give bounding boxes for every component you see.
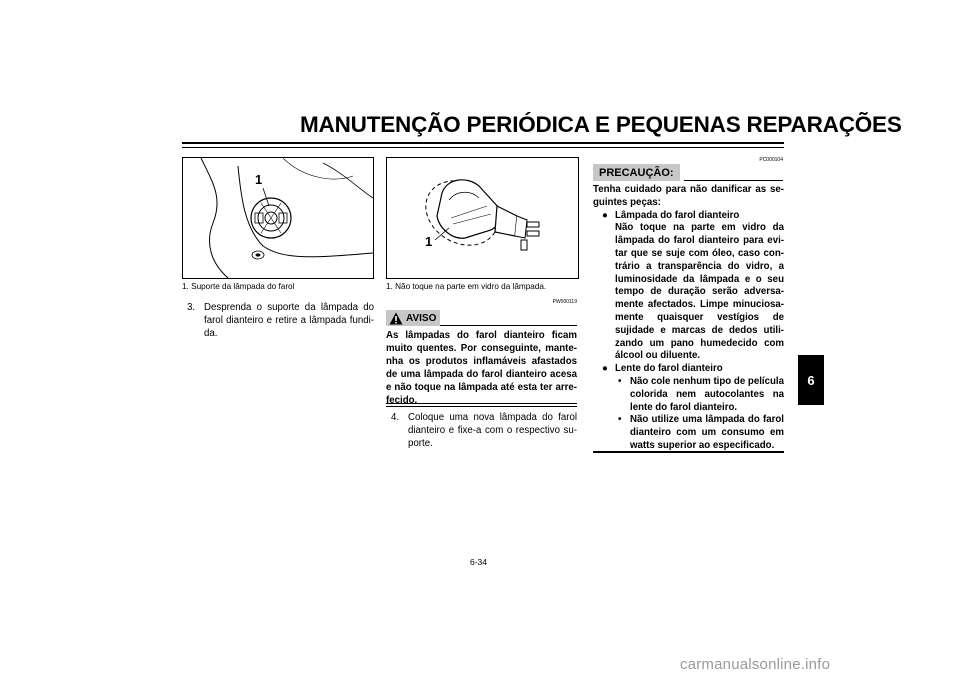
warning-end-rule-2	[386, 406, 577, 407]
bulb-holder-illustration	[183, 158, 373, 278]
caution-intro: Tenha cuidado para não danificar as se- guintes peças:	[593, 184, 784, 208]
figure-headlight-bulb	[386, 157, 579, 279]
page-number: 6-34	[470, 557, 488, 567]
caution-header	[593, 164, 783, 181]
item-text: Não toque na parte em vidro da lâmpada do farol dianteiro para evi- tar que se suje com óleo, caso con- trário a transparência do vidro, a luminosidade da lâmpada e o seu tempo de duração serão adversa- mente afectados. Limpe minuciosa- mente quaisquer vestígios de sujidade e marcas de dedos utili- zando um pano humedecido com álcool ou diluente.	[615, 222, 784, 362]
caution-header-line	[684, 180, 783, 181]
watermark: carmanualsonline.info	[680, 656, 831, 673]
item-title: Lente do farol dianteiro	[615, 363, 723, 375]
item-title: Lâmpada do farol dianteiro	[615, 209, 740, 221]
step-3	[187, 301, 374, 340]
sub-item-text: Não utilize uma lâmpada do farol dianteiro com um consumo em watts superior ao especificado.	[630, 414, 784, 451]
step-number: 4.	[391, 412, 400, 423]
warning-badge	[386, 310, 440, 326]
caution-end-rule	[593, 451, 784, 453]
page-title: MANUTENÇÃO PERIÓDICA E PEQUENAS REPARAÇÕES	[300, 112, 902, 137]
step-4	[391, 411, 577, 450]
warning-header	[386, 310, 577, 326]
caution-item-bulb	[593, 210, 784, 364]
figure-caption: 1. Suporte da lâmpada do farol	[182, 282, 295, 291]
bullet-icon: ●	[602, 209, 608, 221]
sub-item	[615, 414, 784, 452]
bullet-icon: ●	[602, 363, 608, 375]
caution-code: PC000104	[759, 157, 783, 163]
sub-bullet-icon: •	[618, 375, 622, 387]
caution-badge	[593, 164, 680, 181]
figure-caption: 1. Não toque na parte em vidro da lâmpada.	[386, 282, 547, 291]
sub-item-text: Não cole nenhum tipo de película colorida nem autocolantes na lente do farol dianteiro.	[630, 375, 784, 413]
caution-item-lens	[593, 363, 784, 453]
figure-bulb-holder	[182, 157, 374, 279]
sub-item	[615, 376, 784, 414]
step-text: Desprenda o suporte da lâmpada do farol dianteiro e retire a lâmpada fundi- da.	[204, 302, 374, 339]
step-text: Coloque uma nova lâmpada do farol dianteiro e fixe-a com o respectivo su- porte.	[408, 412, 577, 449]
title-rule	[182, 142, 784, 144]
figure-callout: 1	[425, 234, 433, 249]
warning-code: PW000119	[552, 299, 577, 305]
chapter-tab[interactable]: 6	[798, 355, 824, 405]
warning-triangle-icon	[389, 312, 403, 325]
headlight-bulb-illustration	[387, 158, 578, 278]
figure-callout: 1	[255, 172, 263, 187]
warning-header-line	[440, 325, 577, 326]
caution-content	[593, 184, 784, 453]
step-number: 3.	[187, 302, 196, 313]
caution-label: PRECAUÇÃO:	[599, 166, 674, 179]
sub-bullet-icon: •	[618, 414, 622, 426]
warning-end-rule	[386, 403, 577, 404]
warning-text: As lâmpadas do farol dianteiro ficam muito quentes. Por conseguinte, mante- nha os produtos inflamáveis afastados de uma lâmpada do farol dianteiro acesa e não toque na lâmpada até esta ter arre- fecido.	[386, 330, 577, 407]
warning-label: AVISO	[406, 312, 437, 324]
title-rule-thin	[182, 147, 784, 148]
